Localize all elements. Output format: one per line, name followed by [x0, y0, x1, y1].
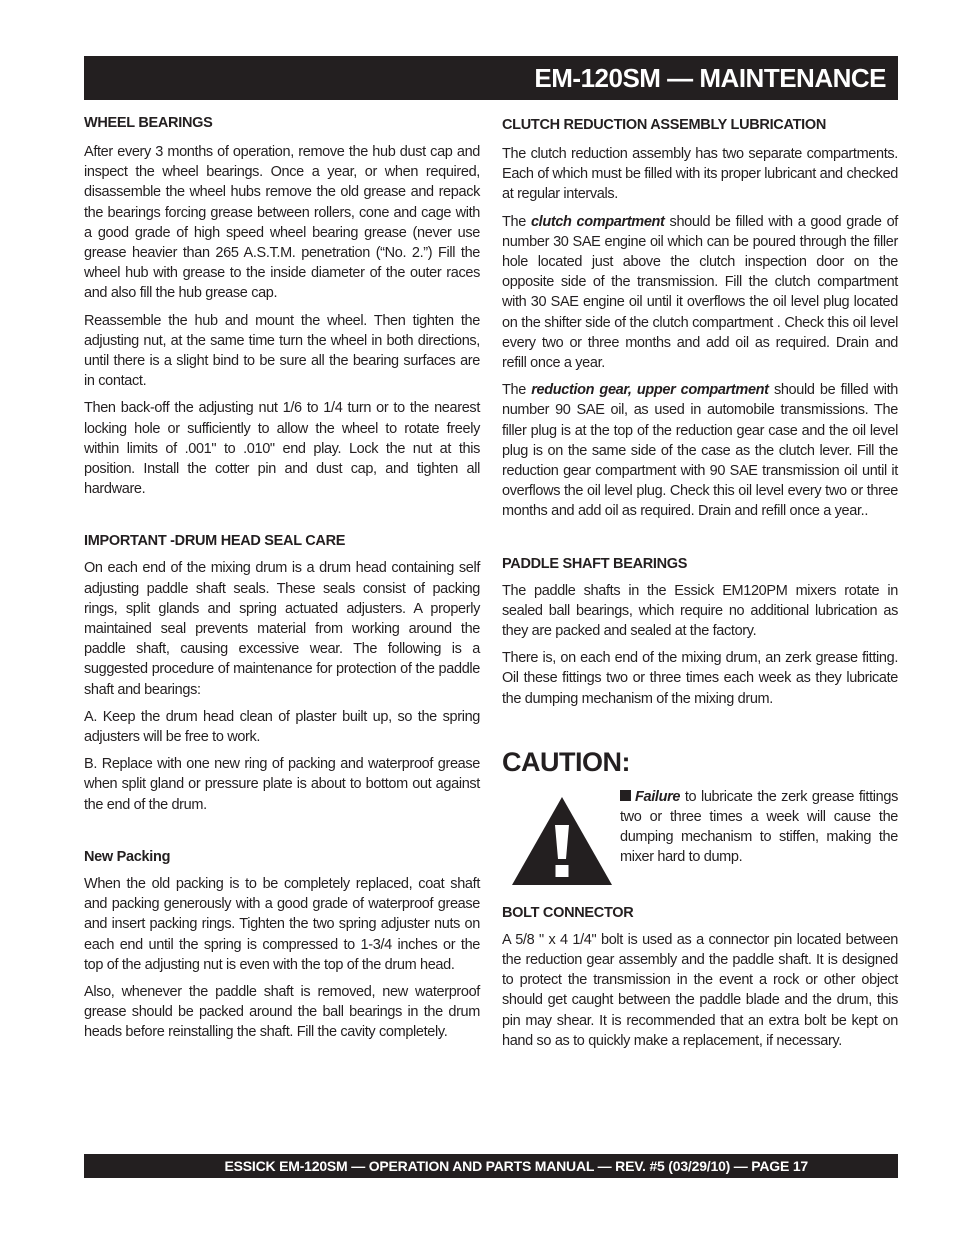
reduction-gear-emphasis: reduction gear, upper compartment [531, 382, 769, 399]
drum-head-paragraph-2: A. Keep the drum head clean of plaster built up, so the spring adjusters will be free to work. [84, 708, 480, 746]
wheel-bearings-paragraph-2: Reassemble the hub and mount the wheel. Then tighten the adjusting nut, at the same time turn the wheel in both directions, until there is a slight bind to be sure all the bearing surfaces are in contact. [84, 312, 480, 390]
clutch-paragraph-3 [502, 380, 898, 521]
footer-bar [84, 1154, 898, 1178]
wheel-bearings-paragraph-1: After every 3 months of operation, remove the hub dust cap and inspect the wheel bearings. Once a year, or when required, disassemble the wheel hubs remove the old grease and repack the bearings forcing grease between rollers, cone and cage with a good grade of high speed wheel bearing grease (never use grease heavier than 265 A.S.T.M. penetration (“No. 2.”) Fill the wheel hub with grease to the inside diameter of the outer races and also fill the hub grease cap. [84, 144, 480, 302]
caution-block [502, 787, 898, 891]
warning-triangle-icon [510, 795, 614, 887]
caution-text [620, 787, 898, 868]
clutch-paragraph-2 [502, 212, 898, 374]
drum-head-paragraph-3: B. Replace with one new ring of packing and waterproof grease when split gland or pressure plate is about to bottom out against the end of the drum. [84, 756, 480, 813]
wheel-bearings-heading: WHEEL BEARINGS [84, 115, 213, 131]
clutch-paragraph-3-lead: The [502, 382, 532, 399]
caution-title: CAUTION: [502, 746, 630, 777]
right-column [502, 115, 898, 1051]
bolt-connector-paragraph: A 5/8 " x 4 1/4" bolt is used as a connector pin located between the reduction gear assembly and the paddle shaft. It is designed to protect the transmission in the event a rock or other object should get caught between the paddle blade and the drum, this pin may shear. It is recommended that an extra bolt be kept on hand so as to quickly make a replacement, if necessary. [502, 931, 898, 1049]
new-packing-paragraph-2: Also, whenever the paddle shaft is removed, new waterproof grease should be packed around the ball bearings in the drum heads before reinstalling the shaft. Fill the cavity completely. [84, 983, 480, 1041]
clutch-paragraph-2-rest: should be filled with a good grade of number 30 SAE engine oil which can be poured through the filler hole located just above the clutch inspection door on the opposite side of the transmission. Fill the clutch compartment with 30 SAE engine oil until it overflows the oil level plug located on the shifter side of the clutch compartment . Check this oil level every two or three months and add oil as required. Drain and refill once a year. [502, 213, 898, 372]
left-column [84, 113, 480, 1043]
paddle-shaft-heading: PADDLE SHAFT BEARINGS [502, 555, 688, 572]
wheel-bearings-paragraph-3: Then back-off the adjusting nut 1/6 to 1/4 turn or to the nearest locking hole or sufficiently to allow the wheel to rotate freely within limits of .001" to .010" end play. Lock the nut at this position. Install the cotter pin and dust cap, and tighten all hardware. [84, 400, 480, 498]
clutch-paragraph-1: The clutch reduction assembly has two separate compartments. Each of which must be filled with its proper lubricant and checked at regular intervals. [502, 146, 899, 203]
paddle-shaft-paragraph-1: The paddle shafts in the Essick EM120PM mixers rotate in sealed ball bearings, which require no additional lubrication as they are packed and sealed at the factory. [502, 582, 898, 640]
drum-head-heading: IMPORTANT -DRUM HEAD SEAL CARE [84, 533, 346, 550]
caution-body: to lubricate the zerk grease fittings two or three times a week will cause the dumping mechanism to stiffen, making the mixer hard to dump. [620, 788, 898, 866]
header-bar [84, 56, 898, 100]
clutch-compartment-emphasis: clutch compartment [530, 213, 665, 230]
clutch-heading: CLUTCH REDUCTION ASSEMBLY LUBRICATION [502, 117, 827, 133]
bolt-connector-heading: BOLT CONNECTOR [502, 904, 634, 921]
bullet-square-icon [620, 790, 631, 801]
clutch-paragraph-3-rest: should be filled with number 90 SAE oil, as used in automobile transmissions. The filler plug is at the top of the reduction gear case and the oil level plug is on the same side of the case as the clutch lever. Fill the reduction gear compartment with 90 SAE transmission oil until it overflows the oil level plug. Check this oil level every two or three months and add oil as required. Drain and refill once a year.. [502, 382, 898, 520]
page-title: EM-120SM — MAINTENANCE [534, 63, 886, 93]
new-packing-paragraph-1: When the old packing is to be completely replaced, coat shaft and packing generously with a good grade of waterproof grease and insert packing rings. Tighten the two spring adjuster nuts on each end until the spring is compressed to 1-3/4 inches or the top of the adjusting nut is even with the top of the drum head. [84, 875, 480, 973]
new-packing-heading: New Packing [84, 848, 171, 865]
footer-text: ESSICK EM-120SM — OPERATION AND PARTS MANUAL — REV. #5 (03/29/10) — PAGE 17 [224, 1158, 808, 1174]
drum-head-paragraph-1: On each end of the mixing drum is a drum head containing self adjusting paddle shaft seals. These seals consist of packing rings, split glands and spring actuated adjusters. A properly maintained seal prevents material from working around the paddle shaft, causing excessive wear. The following is a suggested procedure of maintenance for protection of the paddle shaft and bearings: [84, 560, 480, 698]
caution-emphasis: Failure [635, 788, 681, 805]
clutch-paragraph-2-lead: The [502, 213, 531, 230]
paddle-shaft-paragraph-2: There is, on each end of the mixing drum, an zerk grease fitting. Oil these fittings two or three times each week as they lubricate the dumping mechanism of the mixing drum. [502, 650, 898, 707]
